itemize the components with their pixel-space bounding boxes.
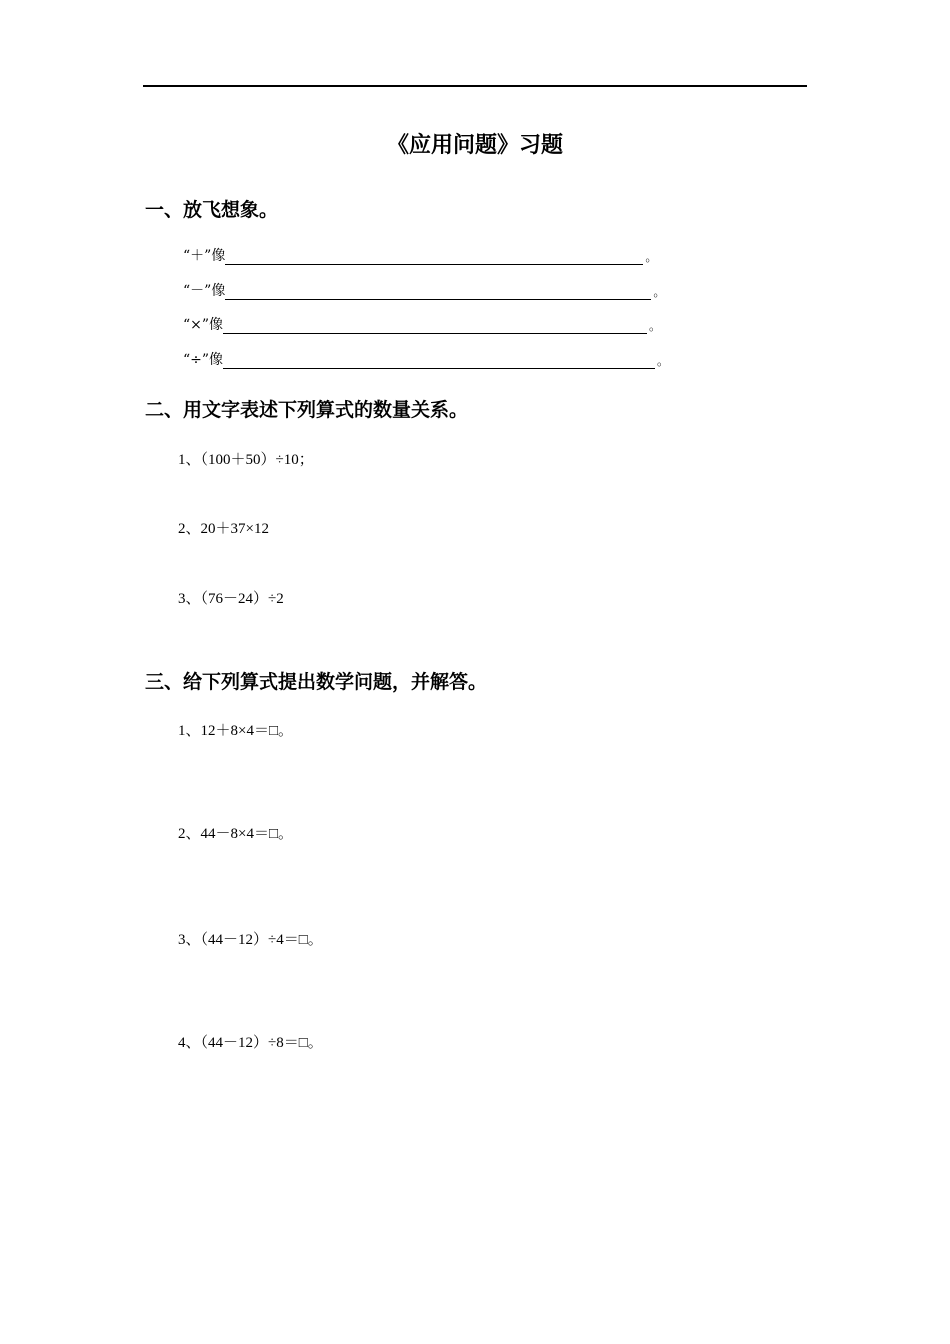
page-title: 《应用问题》习题 — [386, 133, 563, 158]
section-2-heading: 二、用文字表述下列算式的数量关系。 — [145, 399, 469, 421]
equation-item: 1、12＋8×4＝□。 — [178, 723, 294, 739]
period: 。 — [649, 319, 662, 333]
equation-item: 3、（44－12）÷4＝□。 — [178, 932, 323, 948]
answer-blank[interactable] — [225, 250, 643, 265]
answer-blank[interactable] — [223, 354, 655, 369]
period: 。 — [645, 250, 658, 264]
section-3-heading: 三、给下列算式提出数学问题，并解答。 — [145, 671, 488, 693]
header-rule — [143, 85, 807, 87]
fill-label: “－”像 — [183, 283, 226, 299]
answer-blank[interactable] — [225, 285, 651, 300]
section-1-heading: 一、放飞想象。 — [145, 199, 279, 221]
expression-item: 1、（100＋50）÷10； — [178, 452, 314, 468]
fill-row — [183, 349, 669, 369]
fill-row — [183, 314, 661, 334]
fill-row — [183, 245, 657, 265]
period: 。 — [657, 354, 670, 368]
fill-label: “×”像 — [183, 317, 224, 333]
fill-row — [183, 280, 665, 300]
period: 。 — [653, 285, 666, 299]
fill-label: “＋”像 — [183, 248, 226, 264]
equation-item: 2、44－8×4＝□。 — [178, 826, 294, 842]
expression-item: 2、20＋37×12 — [178, 521, 269, 537]
expression-item: 3、（76－24）÷2 — [178, 591, 284, 607]
fill-label: “÷”像 — [183, 352, 224, 368]
equation-item: 4、（44－12）÷8＝□。 — [178, 1035, 323, 1051]
answer-blank[interactable] — [223, 319, 647, 334]
